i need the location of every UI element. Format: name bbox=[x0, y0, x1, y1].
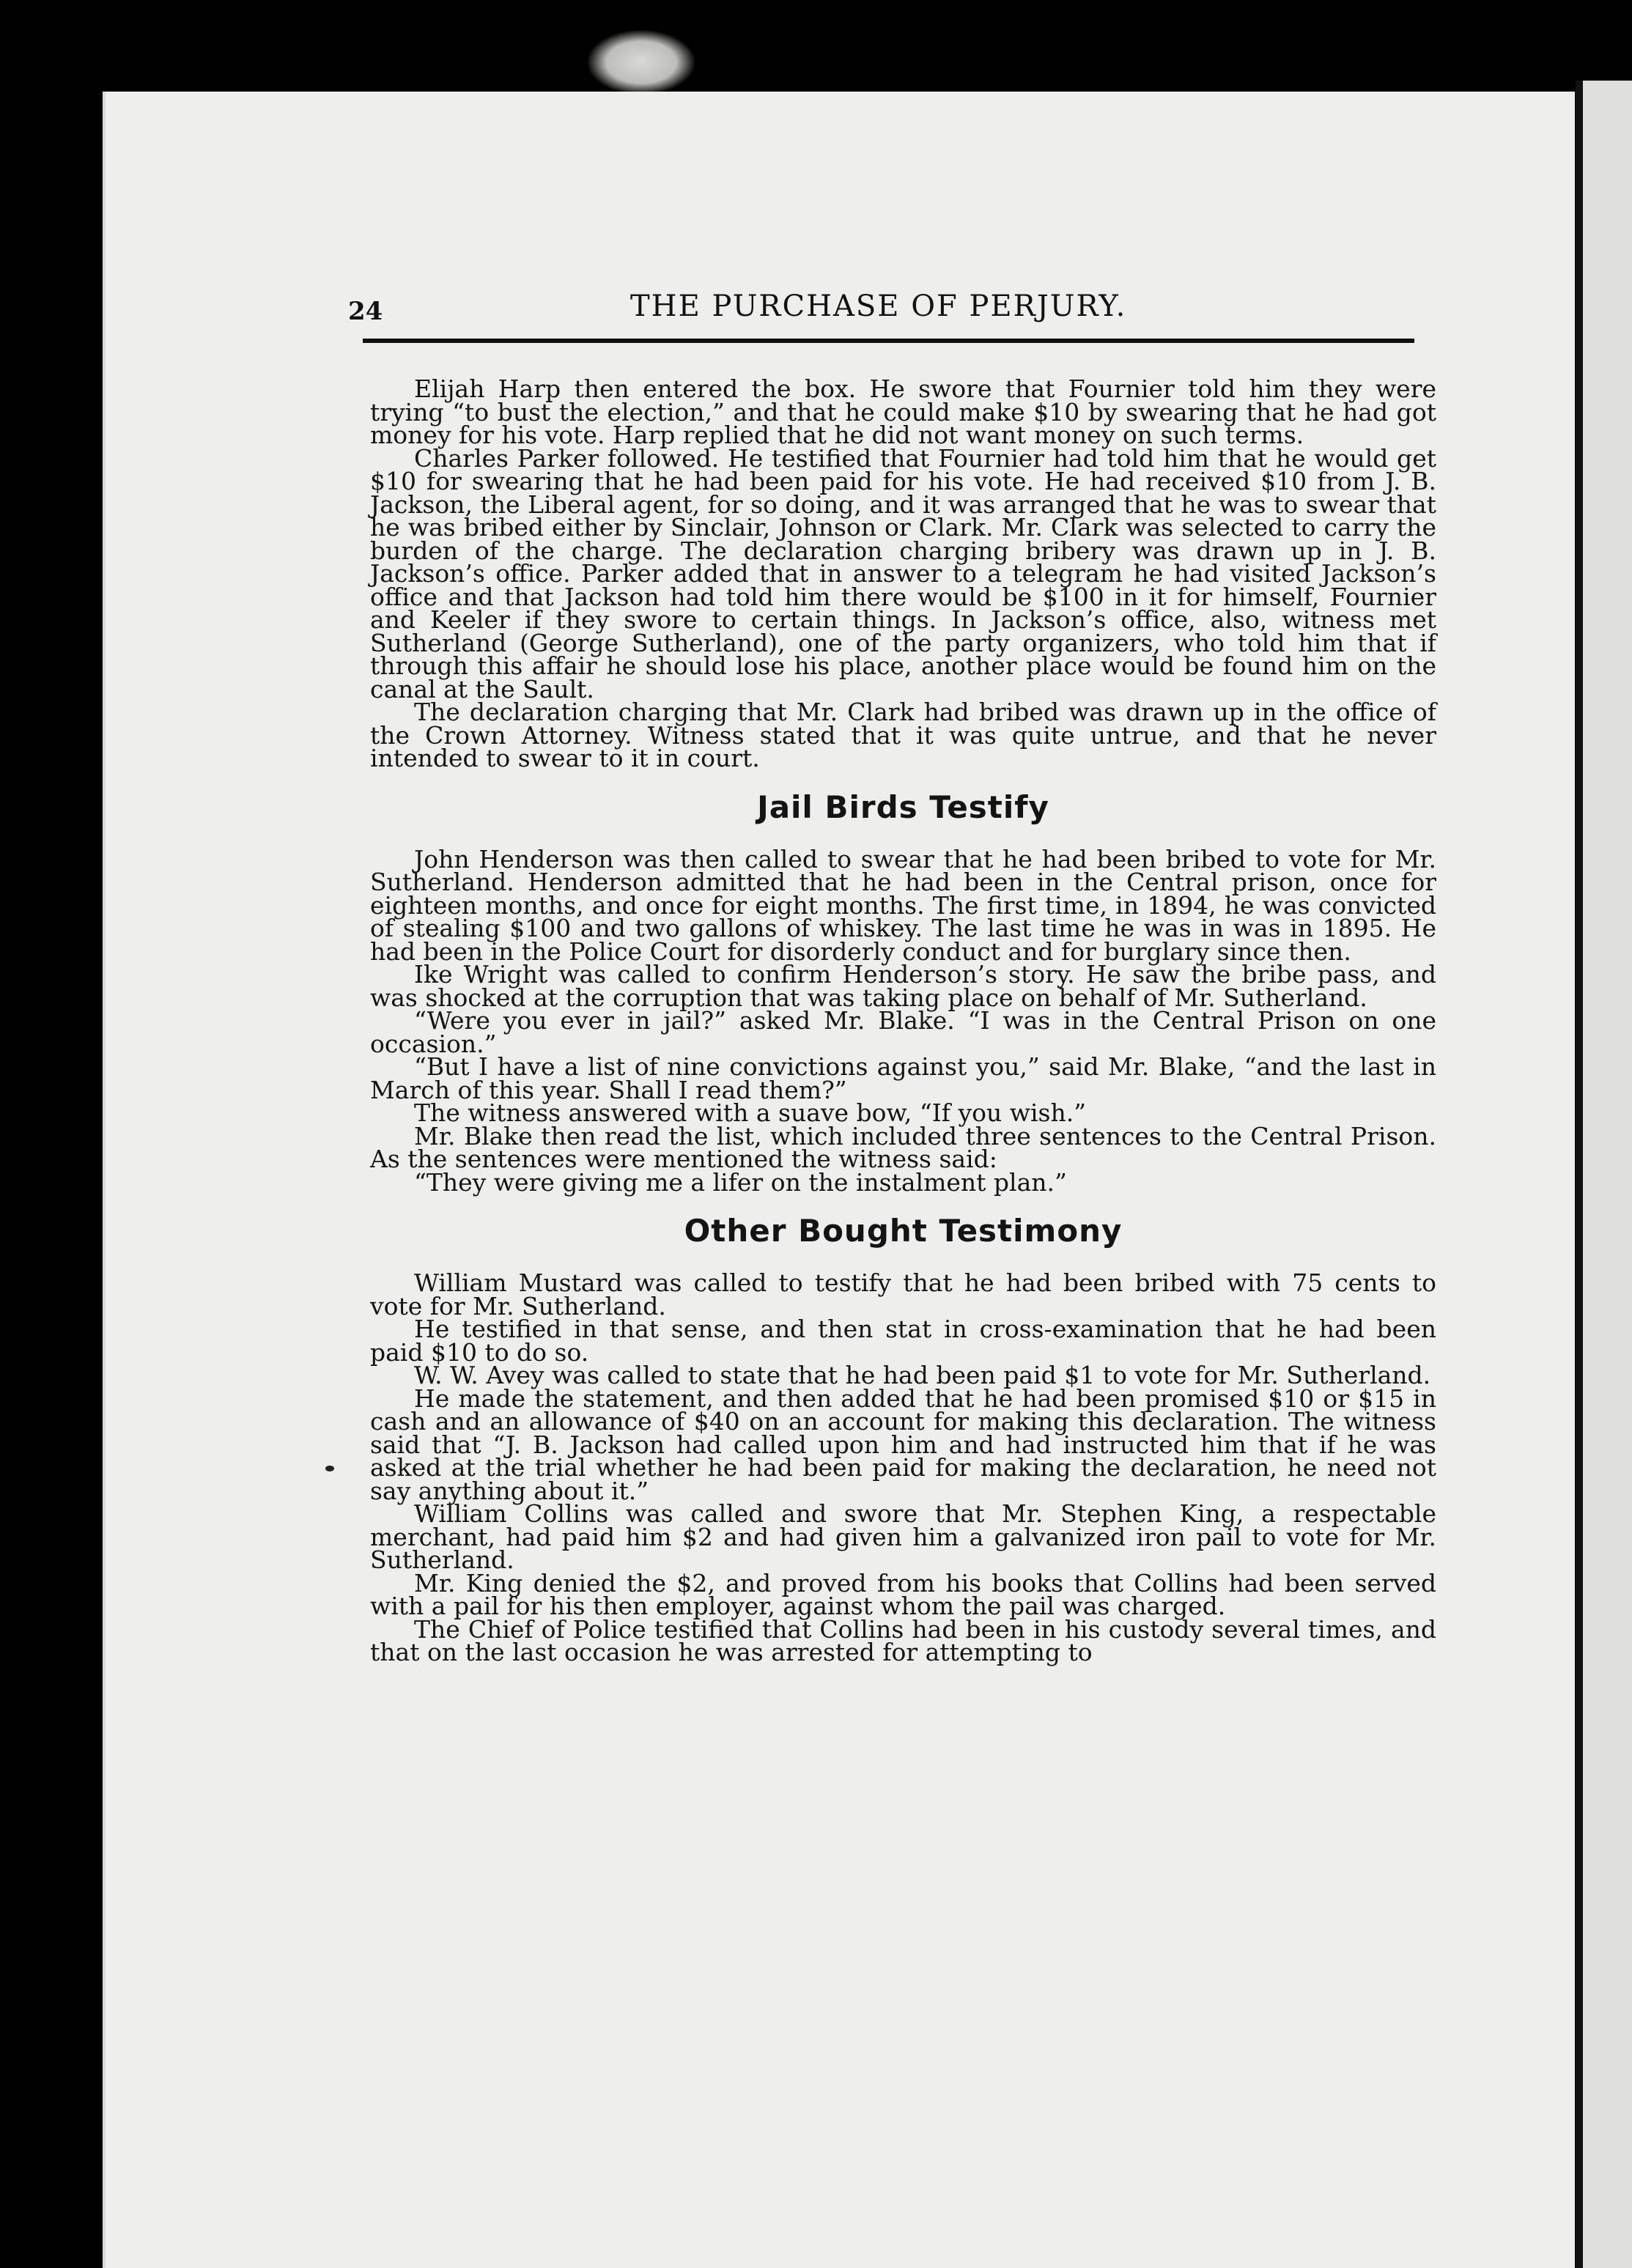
paragraph: He made the statement, and then added that he had been promised $10 or $15 in cash and an allowance of $40 on an account for making this declaration. The witness said that “J. B. Jackson had called upon him and had instructed him that if he was asked at the trial whether he had been paid for making the declaration, he need not say anything about it.” bbox=[370, 1384, 1436, 1505]
paragraph: W. W. Avey was called to state that he had been paid $1 to vote for Mr. Sutherland. bbox=[414, 1361, 1431, 1389]
page-header bbox=[348, 282, 1411, 333]
page-number: 24 bbox=[348, 297, 383, 326]
paragraph: “Were you ever in jail?” asked Mr. Blake. “I was in the Central Prison on one occasion.” bbox=[370, 1006, 1436, 1058]
paragraph: “But I have a list of nine convictions against you,” said Mr. Blake, “and the last in March of this year. Shall I read them?” bbox=[370, 1052, 1436, 1104]
paragraph: “They were giving me a lifer on the instalment plan.” bbox=[414, 1167, 1067, 1197]
paragraph: The Chief of Police testified that Collins had been in his custody several times, and that on the last occasion he was arrested for attempting to bbox=[370, 1614, 1436, 1666]
paragraph: William Collins was called and swore that Mr. Stephen King, a respectable merchant, had paid him $2 and had given him a galvanized iron pail to vote for Mr. Sutherland. bbox=[370, 1499, 1436, 1574]
section-heading-jail-birds: Jail Birds Testify bbox=[757, 788, 1049, 825]
ink-speck bbox=[325, 1466, 334, 1471]
article-body bbox=[370, 374, 1436, 1666]
paragraph: He testified in that sense, and then stat in cross-examination that he had been paid $10 to do so. bbox=[370, 1315, 1436, 1367]
paragraph: Charles Parker followed. He testified that Fournier had told him that he would get $10 for swearing that he had been paid for his vote. He had received $10 from J. B. Jackson, the Liberal agent, for so doing, and it was arranged that he was to swear that he was bribed either by Sinclair, Johnson or Clark. Mr. Clark was selected to carry the burden of the charge. The declaration charging bribery was drawn up in J. B. Jackson’s office. Parker added that in answer to a telegram he had visited Jackson’s office and that Jackson had told him there would be $100 in it for himself, Fournier and Keeler if they swore to certain things. In Jackson’s office, also, witness met Sutherland (George Sutherland), one of the party organizers, who told him that if through this affair he should lose his place, another place would be found him on the canal at the Sault. bbox=[370, 443, 1436, 703]
paragraph: Mr. King denied the $2, and proved from his books that Collins had been served with a pail for his then employer, against whom the pail was charged. bbox=[370, 1568, 1436, 1620]
section-heading-other-testimony: Other Bought Testimony bbox=[684, 1213, 1123, 1249]
adjacent-page-edge bbox=[1576, 81, 1632, 2268]
paragraph: The witness answered with a suave bow, “If you wish.” bbox=[414, 1098, 1087, 1127]
paragraph: John Henderson was then called to swear that he had been bribed to vote for Mr. Sutherland. Henderson admitted that he had been in the Central prison, once for eighteen months, and once for eight months. The first time, in 1894, he was convicted of stealing $100 and two gallons of whiskey. The last time he was in was in 1895. He had been in the Police Court for disorderly conduct and for burglary since then. bbox=[370, 844, 1436, 966]
paragraph: Ike Wright was called to confirm Henderson’s story. He saw the bribe pass, and was shocked at the corruption that was taking place on behalf of Mr. Sutherland. bbox=[370, 960, 1436, 1012]
header-rule bbox=[363, 339, 1414, 343]
paragraph: Mr. Blake then read the list, which included three sentences to the Central Prison. As the sentences were mentioned the witness said: bbox=[370, 1121, 1436, 1173]
paragraph: The declaration charging that Mr. Clark had bribed was drawn up in the office of the Crown Attorney. Witness stated that it was quite untrue, and that he never intended to swear to it in court. bbox=[370, 698, 1436, 772]
running-title: THE PURCHASE OF PERJURY. bbox=[630, 289, 1127, 323]
torn-paper-mark bbox=[586, 29, 696, 95]
paragraph: William Mustard was called to testify that he had been bribed with 75 cents to vote for Mr. Sutherland. bbox=[370, 1268, 1436, 1320]
paragraph: Elijah Harp then entered the box. He swore that Fournier told him they were trying “to bust the election,” and that he could make $10 by swearing that he had got money for his vote. Harp replied that he did not want money on such terms. bbox=[370, 374, 1436, 449]
